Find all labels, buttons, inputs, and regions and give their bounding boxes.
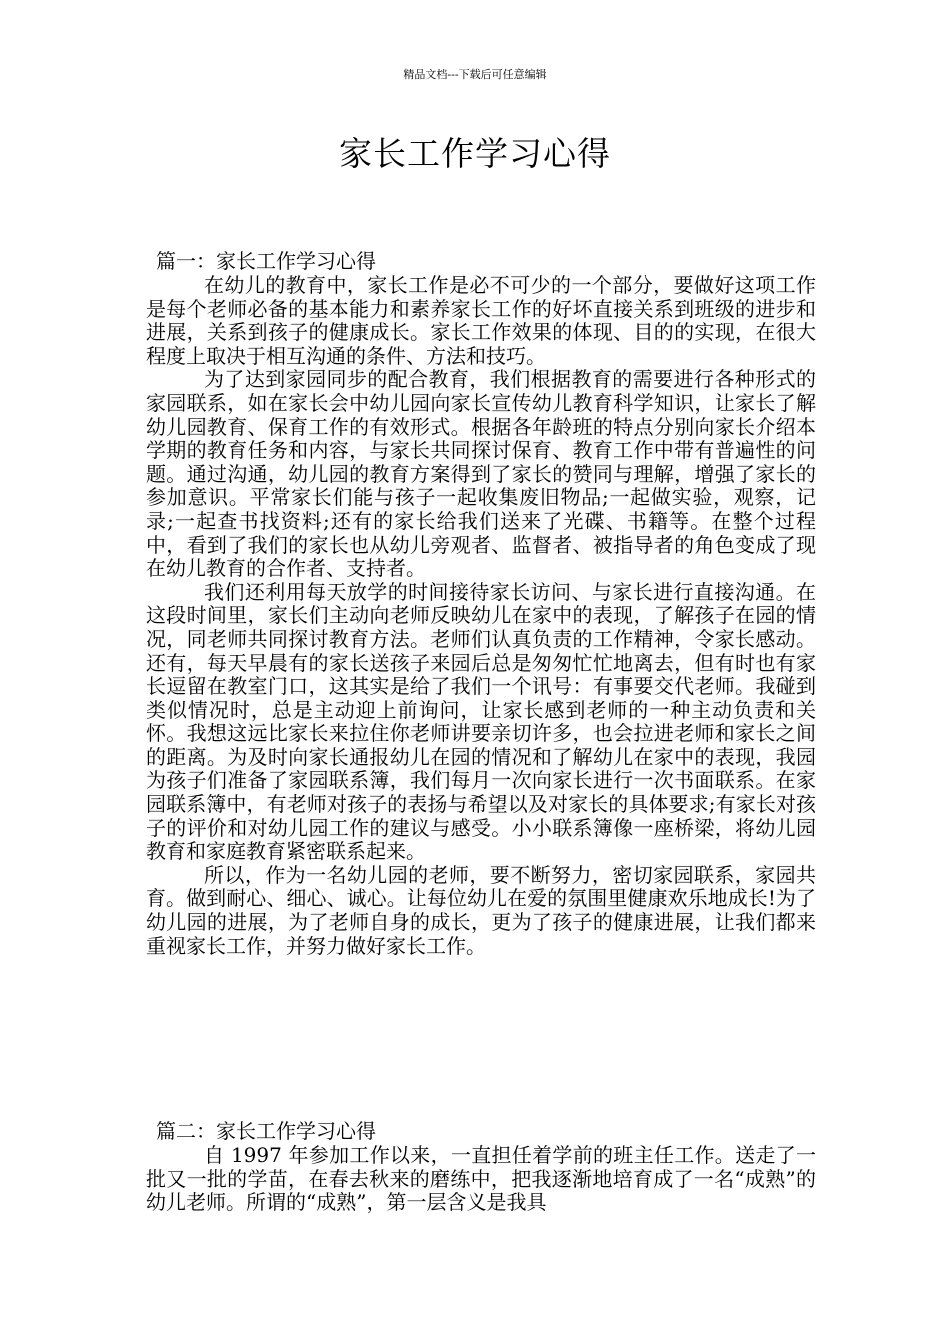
section-heading: 篇一：家长工作学习心得 <box>156 249 376 273</box>
document-title: 家长工作学习心得 <box>339 134 611 173</box>
paragraph: 我们还利用每天放学的时间接待家长访问、与家长进行直接沟通。在这段时间里，家长们主动向老师反映幼儿在家中的表现，了解孩子在园的情况，同老师共同探讨教育方法。老师们认真负责的工作精神，令家长感动。还有，每天早晨有的家长送孩子来园后总是匆匆忙忙地离去，但有时也有家长逗留在教室门口，这其实是给了我们一个讯号：有事要交代老师。我碰到类似情况时，总是主动迎上前询问，让家长感到老师的一种主动负责和关怀。我想这远比家长来拉住你老师讲要亲切许多，也会拉进老师和家长之间的距离。为及时向家长通报幼儿在园的情况和了解幼儿在家中的表现，我园为孩子们准备了家园联系簿，我们每月一次向家长进行一次书面联系。在家园联系簿中，有老师对孩子的表扬与希望以及对家长的具体要求;有家长对孩子的评价和对幼儿园工作的建议与感受。小小联系簿像一座桥梁，将幼儿园教育和家庭教育紧密联系起来。 <box>146 579 816 864</box>
section-1 <box>146 248 816 958</box>
paragraph: 在幼儿的教育中，家长工作是必不可少的一个部分，要做好这项工作是每个老师必备的基本能力和素养家长工作的好坏直接关系到班级的进步和进展，关系到孩子的健康成长。家长工作效果的体现、目的的实现，在很大程度上取决于相互沟通的条件、方法和技巧。 <box>146 273 816 368</box>
paragraph: 自 1997 年参加工作以来，一直担任着学前的班主任工作。送走了一批又一批的学苗，在春去秋来的磨练中，把我逐渐地培育成了一名“成熟”的幼儿老师。所谓的“成熟”，第一层含义是我具 <box>146 1143 816 1215</box>
page-header: 精品文档---下载后可任意编辑 <box>403 68 547 81</box>
paragraph: 为了达到家园同步的配合教育，我们根据教育的需要进行各种形式的家园联系，如在家长会中幼儿园向家长宣传幼儿教育科学知识，让家长了解幼儿园教育、保育工作的有效形式。根据各年龄班的特点分别向家长介绍本学期的教育任务和内容，与家长共同探讨保育、教育工作中带有普遍性的问题。通过沟通，幼儿园的教育方案得到了家长的赞同与理解，增强了家长的参加意识。平常家长们能与孩子一起收集废旧物品;一起做实验，观察，记录;一起查书找资料;还有的家长给我们送来了光碟、书籍等。在整个过程中，看到了我们的家长也从幼儿旁观者、监督者、被指导者的角色变成了现在幼儿教育的合作者、支持者。 <box>146 367 816 581</box>
section-2 <box>146 1118 816 1215</box>
paragraph: 所以，作为一名幼儿园的老师，要不断努力，密切家园联系，家园共育。做到耐心、细心、诚心。让每位幼儿在爱的氛围里健康欢乐地成长!为了幼儿园的进展，为了老师自身的成长，更为了孩子的健康进展，让我们都来重视家长工作，并努力做好家长工作。 <box>146 862 816 958</box>
section-heading: 篇二：家长工作学习心得 <box>156 1119 376 1143</box>
